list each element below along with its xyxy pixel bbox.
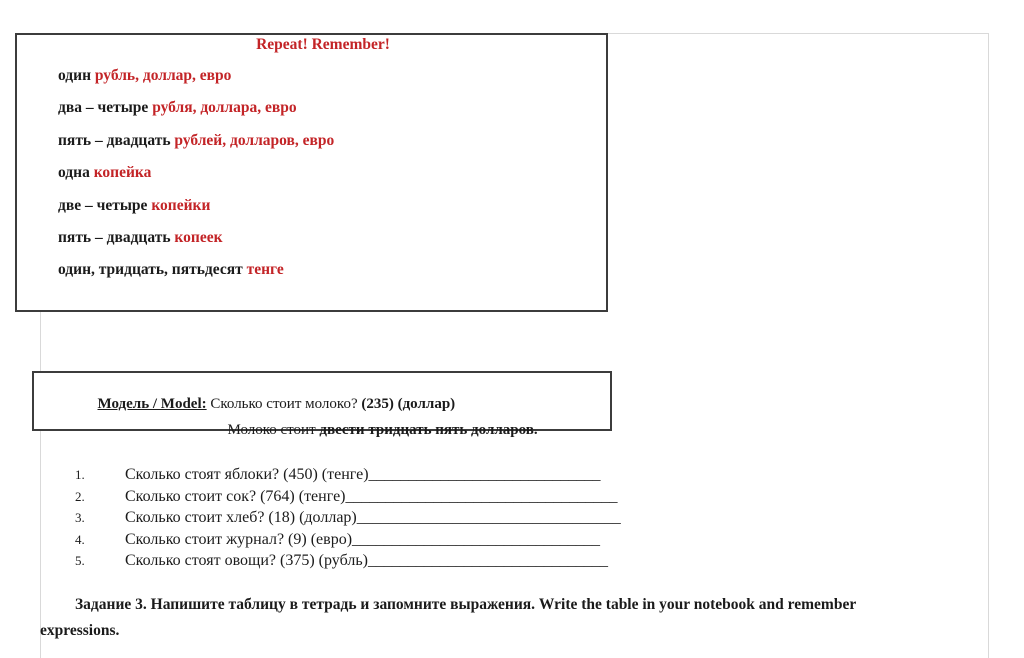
numeral-part: одна xyxy=(58,164,94,182)
currency-part: тенге xyxy=(246,261,284,279)
text-margin-line-right xyxy=(988,33,989,658)
numeral-part: один xyxy=(58,67,95,84)
exercise-item-3 xyxy=(75,507,621,529)
currency-part: копеек xyxy=(174,229,223,247)
item-question: Сколько стоит хлеб? (18) (доллар) xyxy=(125,509,357,527)
task3-line2: expressions. xyxy=(40,621,120,639)
numeral-part: два – четыре xyxy=(58,99,153,117)
exercise-item-1 xyxy=(75,464,621,486)
item-question: Сколько стоят яблоки? (450) (тенге) xyxy=(125,466,369,483)
currency-rule-line xyxy=(58,60,606,92)
currency-rule-line xyxy=(58,157,606,189)
item-number: 1. xyxy=(75,467,85,482)
currency-part: копейки xyxy=(151,196,211,214)
task3-paragraph xyxy=(40,592,952,643)
answer-blank: _______________________________ xyxy=(352,530,601,548)
item-question: Сколько стоит журнал? (9) (евро) xyxy=(125,530,353,548)
exercise-item-4 xyxy=(75,529,621,551)
answer-blank: ______________________________ xyxy=(367,552,608,570)
exercise-list xyxy=(75,464,621,572)
numeral-part: пять – двадцать xyxy=(58,229,175,247)
currency-rule-line xyxy=(58,125,606,157)
model-answer-line xyxy=(205,405,538,456)
repeat-box-title: Repeat! Remember! xyxy=(256,36,390,53)
numeral-part: пять – двадцать xyxy=(58,131,175,149)
item-number: 5. xyxy=(75,553,85,569)
item-number: 3. xyxy=(75,510,85,526)
currency-rule-line xyxy=(58,222,606,254)
table-top-line xyxy=(608,33,988,34)
answer-blank: __________________________________ xyxy=(345,487,618,505)
exercise-item-5 xyxy=(75,550,621,572)
answer-blank: _____________________________ xyxy=(368,466,601,483)
model-example-box xyxy=(32,371,612,438)
task3-line1: Задание 3. Напишите таблицу в тетрадь и запомните выражения. Write the table in your notebook and remember xyxy=(75,596,857,613)
currency-rule-line xyxy=(58,92,606,124)
model-answer-regular: Молоко стоит xyxy=(227,422,320,438)
model-question-regular: Сколько стоит молоко? xyxy=(206,396,362,412)
currency-part: рублей, долларов, евро xyxy=(174,131,335,149)
exercise-item-2 xyxy=(75,486,621,508)
currency-part: копейка xyxy=(93,164,152,182)
numeral-part: две – четыре xyxy=(58,196,152,214)
currency-rule-line xyxy=(58,190,606,222)
item-number: 2. xyxy=(75,488,85,504)
currency-part: рубль, доллар, евро xyxy=(94,67,232,84)
model-answer-bold: двести тридцать пять долларов. xyxy=(319,422,538,438)
model-question-bold: (235) (доллар) xyxy=(361,396,456,412)
item-question: Сколько стоят овощи? (375) (рубль) xyxy=(125,552,368,570)
currency-rule-line xyxy=(58,254,606,286)
numeral-part: один, тридцать, пятьдесят xyxy=(58,261,247,279)
repeat-remember-box xyxy=(15,33,608,312)
repeat-box-lines xyxy=(40,60,606,287)
answer-blank: _________________________________ xyxy=(356,509,621,527)
item-question: Сколько стоит сок? (764) (тенге) xyxy=(125,487,346,505)
item-number: 4. xyxy=(75,531,85,547)
model-label: Модель / Model: xyxy=(97,396,207,412)
currency-part: рубля, доллара, евро xyxy=(152,99,297,117)
